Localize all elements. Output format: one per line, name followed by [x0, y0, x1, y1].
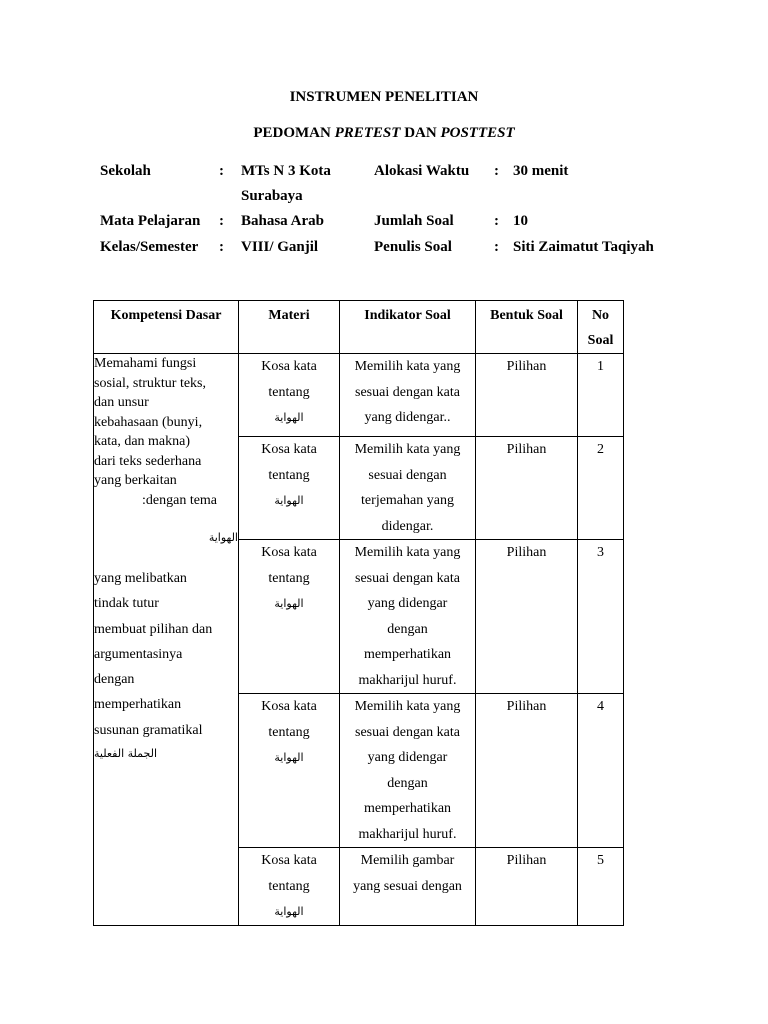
kd-text-line: dengan [94, 672, 135, 688]
materi-text: tentang [268, 724, 310, 740]
materi-arabic: الهواية [274, 751, 304, 764]
no-soal-cell: 5 [578, 848, 624, 926]
materi-text: Kosa kata [261, 545, 317, 560]
indikator-cell [340, 848, 476, 926]
bentuk-soal-cell: Pilihan [476, 694, 578, 848]
indikator-text-line: sesuai dengan [368, 467, 447, 483]
header-materi: Materi [239, 301, 340, 354]
indikator-text-line: dengan [387, 621, 428, 637]
subtitle-pretest: PRETEST [334, 125, 401, 141]
mapel-value: Bahasa Arab [241, 213, 324, 229]
colon: : [219, 213, 224, 229]
colon: : [494, 239, 499, 255]
materi-cell [239, 848, 340, 926]
kd-text-line: memperhatikan [94, 697, 182, 713]
no-soal-cell: 1 [578, 354, 624, 437]
indikator-text-line: sesuai dengan kata [355, 384, 460, 400]
kd-text-line: argumentasinya [94, 646, 183, 662]
materi-cell [239, 354, 340, 437]
header-no-soal: No Soal [578, 301, 624, 354]
kd-text-line: yang melibatkan [94, 571, 187, 586]
materi-text: Kosa kata [261, 359, 317, 374]
colon: : [219, 239, 224, 255]
kd-text-line: :dengan tema [142, 492, 218, 508]
penulis-label: Penulis Soal [374, 239, 452, 255]
materi-arabic: الهواية [274, 411, 304, 424]
subtitle-posttest: POSTTEST [440, 125, 515, 141]
indikator-text-line: memperhatikan [363, 801, 452, 816]
kelas-label: Kelas/Semester [100, 239, 199, 255]
kd-text-line: tindak tutur [94, 596, 159, 612]
indikator-text-line: Memilih kata yang [354, 545, 461, 560]
kd-text-line: dan unsur [94, 395, 149, 410]
indikator-cell [340, 354, 476, 437]
sekolah-value: MTs N 3 Kota [241, 163, 331, 179]
no-soal-cell: 3 [578, 540, 624, 694]
jumlah-value: 10 [513, 213, 528, 229]
bentuk-soal-cell: Pilihan [476, 354, 578, 437]
materi-arabic: الهواية [274, 905, 304, 918]
kd-text-line: kebahasaan (bunyi, [94, 414, 203, 430]
indikator-text-line: dengan [387, 775, 428, 791]
kd-arabic-grammar: الجملة الفعلية [94, 747, 158, 761]
indikator-text-line: yang sesuai dengan [353, 878, 462, 894]
sekolah-label: Sekolah [100, 163, 151, 179]
jumlah-label: Jumlah Soal [374, 213, 454, 229]
indikator-text-line: yang didengar [367, 596, 448, 611]
indikator-text-line: memperhatikan [363, 647, 452, 662]
sekolah-value-cont: Surabaya [241, 188, 303, 204]
kd-text-line: kata, dan makna) [94, 434, 191, 449]
bentuk-soal-cell: Pilihan [476, 437, 578, 540]
kd-text-line: membuat pilihan dan [94, 621, 213, 637]
bentuk-soal-cell: Pilihan [476, 540, 578, 694]
materi-text: tentang [268, 384, 310, 400]
bentuk-soal-cell: Pilihan [476, 848, 578, 926]
indikator-cell [340, 694, 476, 848]
materi-arabic: الهواية [274, 494, 304, 507]
kompetensi-dasar-cell [94, 354, 239, 926]
indikator-text-line: terjemahan yang [361, 493, 454, 508]
colon: : [494, 213, 499, 229]
kd-text-line: dari teks sederhana [94, 453, 202, 469]
table-header-row [94, 301, 624, 354]
table-row [94, 354, 624, 437]
header-bentuk-soal: Bentuk Soal [476, 301, 578, 354]
colon: : [219, 163, 224, 179]
kd-text-line: Memahami fungsi [94, 356, 197, 371]
materi-text: tentang [268, 467, 310, 483]
colon: : [494, 163, 499, 179]
header-kompetensi-dasar: Kompetensi Dasar [94, 301, 239, 354]
kd-text-line: susunan gramatikal [94, 722, 203, 738]
materi-text: tentang [268, 878, 310, 894]
kd-text-line: yang berkaitan [94, 473, 177, 488]
materi-text: tentang [268, 570, 310, 586]
materi-text: Kosa kata [261, 699, 317, 714]
kd-text-line: sosial, struktur teks, [94, 375, 206, 391]
indikator-text-line: makharijul huruf. [358, 672, 457, 688]
indikator-text-line: Memilih kata yang [354, 699, 461, 714]
indikator-text-line: Memilih kata yang [354, 442, 461, 457]
header-indikator-soal: Indikator Soal [340, 301, 476, 354]
no-soal-cell: 2 [578, 437, 624, 540]
materi-text: Kosa kata [261, 853, 317, 868]
document-subtitle: PEDOMAN PRETEST DAN POSTTEST [253, 125, 515, 141]
indikator-text-line: Memilih kata yang [354, 359, 461, 374]
indikator-cell [340, 540, 476, 694]
indikator-text-line: yang didengar.. [364, 410, 451, 425]
materi-arabic: الهواية [274, 597, 304, 610]
document-title: INSTRUMEN PENELITIAN [289, 89, 479, 105]
indikator-text-line: Memilih gambar [360, 853, 455, 868]
instrument-table [93, 300, 624, 926]
materi-cell [239, 437, 340, 540]
indikator-cell [340, 437, 476, 540]
alokasi-label: Alokasi Waktu [374, 163, 470, 179]
mapel-label: Mata Pelajaran [100, 213, 201, 229]
indikator-text-line: yang didengar [367, 750, 448, 765]
penulis-value: Siti Zaimatut Taqiyah [513, 239, 654, 255]
indikator-text-line: didengar. [381, 518, 434, 534]
no-soal-cell: 4 [578, 694, 624, 848]
indikator-text-line: sesuai dengan kata [355, 724, 460, 740]
materi-text: Kosa kata [261, 442, 317, 457]
kelas-value: VIII/ Ganjil [241, 239, 319, 255]
indikator-text-line: sesuai dengan kata [355, 570, 460, 586]
materi-cell [239, 540, 340, 694]
alokasi-value: 30 menit [513, 163, 569, 179]
kd-arabic-theme: الهواية [208, 531, 238, 544]
materi-cell [239, 694, 340, 848]
indikator-text-line: makharijul huruf. [358, 826, 457, 842]
